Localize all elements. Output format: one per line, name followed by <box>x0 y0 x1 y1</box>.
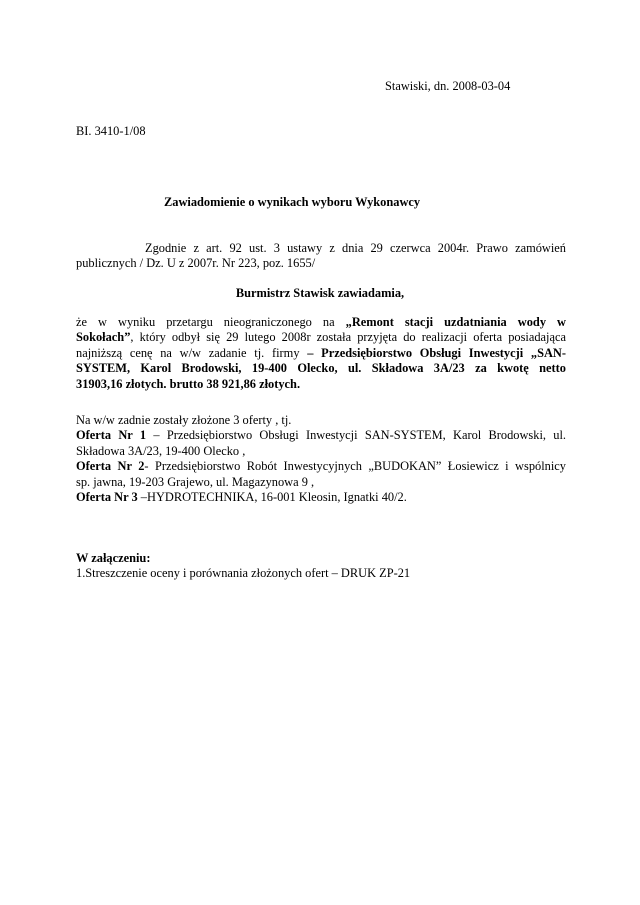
offer-item <box>76 459 566 490</box>
legal-basis-line-1: Zgodnie z art. 92 ust. 3 ustawy z dnia 29 czerwca 2004r. Prawo zamówień <box>145 241 566 255</box>
offer-label: Oferta Nr 2 <box>76 459 145 474</box>
offer-line: sp. jawna, 19-203 Grajewo, ul. Magazynowa 9 , <box>76 474 315 489</box>
offer-text: - Przedsiębiorstwo Robót Inwestycyjnych „BUDOKAN” Łosiewicz i wspólnicy <box>144 459 566 474</box>
legal-basis-line-2: publicznych / Dz. U z 2007r. Nr 223, poz. 1655/ <box>76 256 316 271</box>
offers-section <box>76 413 566 505</box>
attachments-heading: W załączeniu: <box>76 551 151 565</box>
winning-price: 31903,16 złotych. brutto 38 921,86 złotych. <box>76 376 301 391</box>
attachments-section <box>76 551 410 582</box>
offer-label: Oferta Nr 3 <box>76 490 138 505</box>
offer-item <box>76 428 566 459</box>
result-text: najniższą cenę na w/w zadanie tj. firmy <box>76 345 308 360</box>
offer-text: –HYDROTECHNIKA, 16-001 Kleosin, Ignatki 40/2. <box>137 490 407 505</box>
offers-intro: Na w/w zadnie zostały złożone 3 oferty , tj. <box>76 413 292 427</box>
result-text: że w wyniku przetargu nieograniczonego na <box>76 315 346 329</box>
result-line <box>76 330 566 345</box>
announcement-heading: Burmistrz Stawisk zawiadamia, <box>235 286 405 300</box>
result-text: , który odbył się 29 lutego 2008r została przyjęta do realizacji oferta posiadająca <box>130 330 566 345</box>
offer-line: Składowa 3A/23, 19-400 Olecko , <box>76 443 246 458</box>
result-line <box>76 361 566 376</box>
offer-line <box>76 459 566 474</box>
reference-number: BI. 3410-1/08 <box>76 124 146 138</box>
contract-name: „Remont stacji uzdatniania wody w <box>345 315 566 329</box>
place-date: Stawiski, dn. 2008-03-04 <box>385 79 511 93</box>
result-line <box>76 377 566 392</box>
contract-name-end: Sokołach” <box>76 330 131 345</box>
result-paragraph <box>76 315 566 392</box>
result-line <box>76 346 566 361</box>
document-title: Zawiadomienie o wynikach wyboru Wykonawcy <box>164 195 421 209</box>
offer-item <box>76 490 566 505</box>
offer-line <box>76 428 566 443</box>
offer-text: – Przedsiębiorstwo Obsługi Inwestycji SAN-SYSTEM, Karol Brodowski, ul. <box>146 428 566 443</box>
legal-basis-paragraph <box>76 241 566 272</box>
attachment-item: 1.Streszczenie oceny i porównania złożonych ofert – DRUK ZP-21 <box>76 566 411 581</box>
offer-label: Oferta Nr 1 <box>76 428 147 443</box>
winner-name: – Przedsiębiorstwo Obsługi Inwestycji „SAN- <box>307 345 566 360</box>
winner-details: SYSTEM, Karol Brodowski, 19-400 Olecko, ul. Składowa 3A/23 za kwotę netto <box>76 361 566 376</box>
result-line <box>76 315 566 330</box>
offer-line <box>76 490 566 505</box>
